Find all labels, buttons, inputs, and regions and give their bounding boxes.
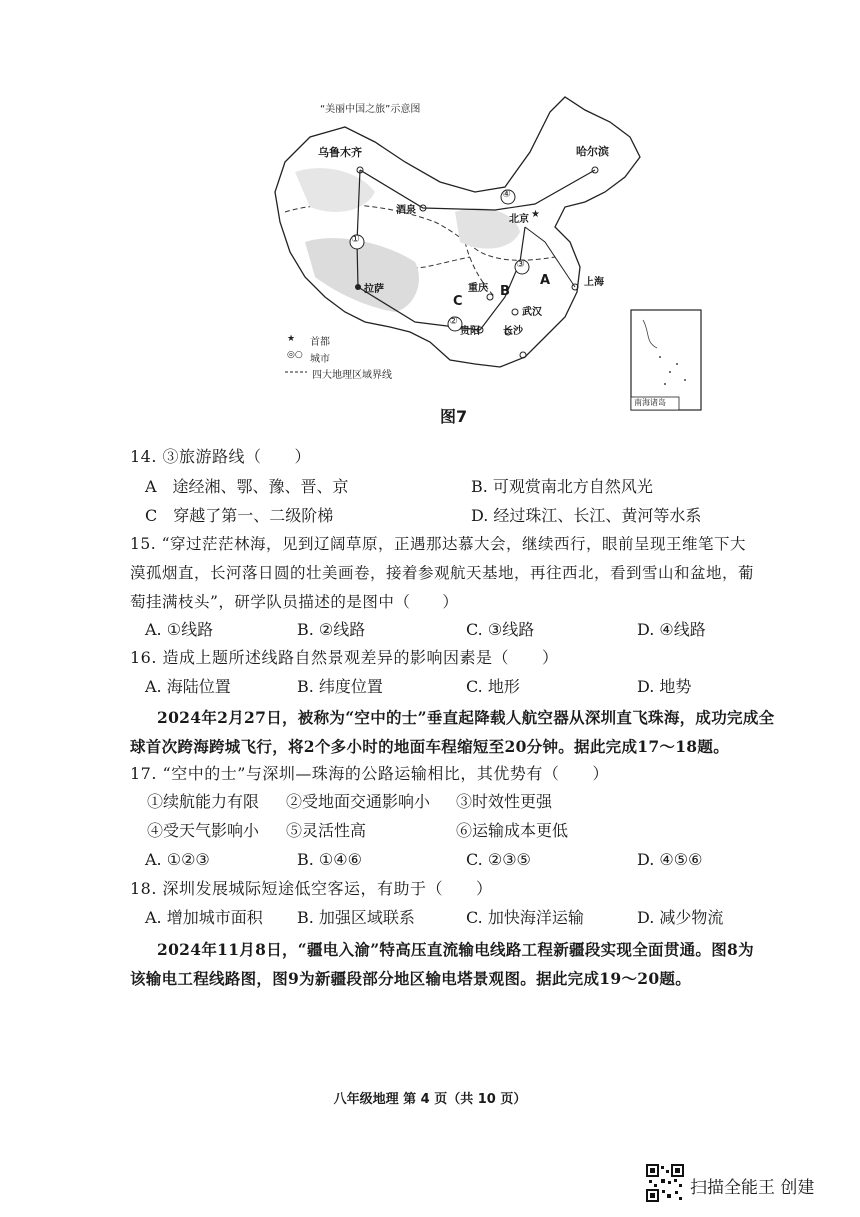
passage2-line1: 2024年11月8日，“疆电入渝”特高压直流输电线路工程新疆段实现全面贯通。图8为 bbox=[157, 940, 754, 959]
figure-label: 图7 bbox=[440, 407, 468, 426]
q16-option-d: D. 地势 bbox=[637, 677, 692, 696]
q18-option-a: A. 增加城市面积 bbox=[145, 908, 263, 927]
city-urumqi: 乌鲁木齐 bbox=[318, 146, 362, 159]
city-wuhan: 武汉 bbox=[522, 307, 542, 318]
q16-option-a: A. 海陆位置 bbox=[145, 677, 231, 696]
q17-option-d: D. ④⑤⑥ bbox=[637, 850, 703, 869]
city-harbin: 哈尔滨 bbox=[576, 145, 609, 158]
q17-statement-1: ①续航能力有限 bbox=[147, 792, 260, 811]
q16-stem: 16. 造成上题所述线路自然景观差异的影响因素是（ ） bbox=[130, 648, 559, 667]
q16-option-c: C. 地形 bbox=[466, 677, 520, 696]
terrain-plateau bbox=[305, 238, 419, 312]
region-b: B bbox=[500, 284, 510, 299]
inset-label: 南海诸岛 bbox=[634, 398, 666, 407]
q18-stem: 18. 深圳发展城际短途低空客运，有助于（ ） bbox=[130, 879, 493, 898]
q17-option-b: B. ①④⑥ bbox=[297, 850, 362, 869]
city-jiuquan: 酒泉 bbox=[396, 205, 416, 216]
region-c: C bbox=[453, 294, 463, 309]
route-label-1: ① bbox=[351, 234, 360, 245]
legend-boundary: 四大地理区域界线 bbox=[312, 370, 392, 381]
terrain-basin bbox=[295, 168, 375, 212]
q15-line2: 漠孤烟直，长河落日圆的壮美画卷，接着参观航天基地，再往西北，看到雪山和盆地，葡 bbox=[130, 564, 755, 582]
city-lhasa: 拉萨 bbox=[364, 284, 384, 295]
inset-box bbox=[631, 310, 701, 410]
q17-statement-3: ③时效性更强 bbox=[456, 792, 553, 811]
route-label-2: ② bbox=[449, 316, 458, 327]
q15-option-c: C. ③线路 bbox=[466, 620, 535, 639]
svg-text:◎○: ◎○ bbox=[287, 350, 303, 360]
svg-text:★: ★ bbox=[287, 334, 296, 344]
q15-line1: 15. “穿过茫茫林海，见到辽阔草原，正遇那达慕大会，继续西行，眼前呈现王维笔下大 bbox=[130, 535, 747, 553]
q14-option-b: B. 可观赏南北方自然风光 bbox=[471, 477, 653, 496]
city-changsha: 长沙 bbox=[503, 326, 523, 337]
city-shanghai: 上海 bbox=[584, 277, 604, 288]
q15-line3: 萄挂满枝头”，研学队员描述的是图中（ ） bbox=[130, 593, 459, 611]
q14-option-d: D. 经过珠江、长江、黄河等水系 bbox=[471, 506, 702, 525]
q15-option-a: A. ①线路 bbox=[145, 620, 214, 639]
city-guiyang: 贵阳 bbox=[460, 326, 480, 337]
route-label-3: ③ bbox=[516, 259, 525, 270]
q14-option-a: A 途经湘、鄂、豫、晋、京 bbox=[145, 477, 349, 496]
q17-statement-5: ⑤灵活性高 bbox=[286, 821, 367, 840]
qr-code-icon bbox=[645, 1163, 685, 1203]
watermark-text: 扫描全能王 创建 bbox=[690, 1178, 815, 1198]
passage1-line1: 2024年2月27日，被称为“空中的士”垂直起降载人航空器从深圳直飞珠海，成功完成全 bbox=[157, 708, 775, 727]
q15-option-b: B. ②线路 bbox=[297, 620, 366, 639]
q17-statement-2: ②受地面交通影响小 bbox=[286, 792, 431, 811]
city-chongqing: 重庆 bbox=[468, 283, 488, 294]
q18-option-b: B. 加强区域联系 bbox=[297, 908, 415, 927]
q17-statement-6: ⑥运输成本更低 bbox=[456, 821, 569, 840]
svg-text:★: ★ bbox=[531, 209, 540, 220]
q17-statement-4: ④受天气影响小 bbox=[147, 821, 260, 840]
route-label-4: ④ bbox=[502, 189, 511, 200]
passage2-line2: 该输电工程线路图，图9为新疆段部分地区输电塔景观图。据此完成19～20题。 bbox=[130, 969, 692, 988]
q15-option-d: D. ④线路 bbox=[637, 620, 706, 639]
map-title: “美丽中国之旅”示意图 bbox=[320, 104, 421, 115]
q18-option-d: D. 减少物流 bbox=[637, 908, 724, 927]
q17-option-c: C. ②③⑤ bbox=[466, 850, 531, 869]
city-beijing: 北京 bbox=[509, 214, 529, 225]
q14-stem: 14. ③旅游路线（ ） bbox=[130, 447, 312, 466]
passage1-line2: 球首次跨海跨城飞行，将2个多小时的地面车程缩短至20分钟。据此完成17～18题。 bbox=[130, 737, 729, 756]
region-a: A bbox=[540, 273, 551, 288]
q17-stem: 17. “空中的士”与深圳—珠海的公路运输相比，其优势有（ ） bbox=[130, 764, 609, 783]
q14-option-c: C 穿越了第一、二级阶梯 bbox=[145, 506, 334, 525]
page-footer: 八年级地理 第 4 页（共 10 页） bbox=[333, 1092, 527, 1107]
legend-city: 城市 bbox=[310, 354, 330, 365]
q18-option-c: C. 加快海洋运输 bbox=[466, 908, 584, 927]
legend-capital: 首都 bbox=[310, 337, 330, 348]
q17-option-a: A. ①②③ bbox=[145, 850, 210, 869]
q16-option-b: B. 纬度位置 bbox=[297, 677, 383, 696]
